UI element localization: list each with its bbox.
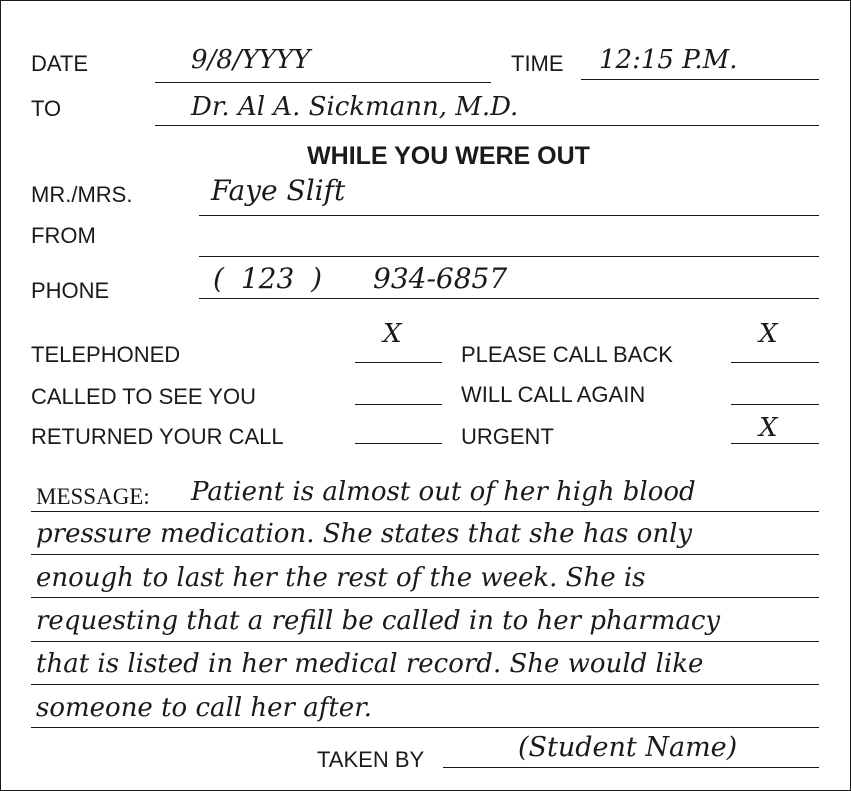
message-line-2: pressure medication. She states that she has only: [36, 519, 693, 549]
to-value: Dr. Al A. Sickmann, M.D.: [191, 92, 519, 122]
message-rule-1: [31, 511, 819, 512]
taken-by-line: [443, 767, 819, 768]
from-label: FROM: [31, 223, 96, 248]
phone-area-code: ( 123 ): [213, 262, 323, 295]
taken-by-value: (Student Name): [518, 732, 738, 763]
time-line: [581, 79, 819, 80]
to-line: [155, 125, 819, 126]
phone-line: [199, 298, 819, 299]
mrmrs-label: MR./MRS.: [31, 182, 133, 207]
from-line: [199, 256, 819, 257]
called-to-see-you-line[interactable]: [355, 404, 442, 405]
message-rule-2: [31, 554, 819, 555]
phone-number: 934-6857: [373, 262, 508, 295]
message-label: MESSAGE:: [36, 484, 150, 509]
message-line-3: enough to last her the rest of the week. She is: [36, 563, 646, 593]
will-call-again-label: WILL CALL AGAIN: [461, 382, 646, 407]
telephoned-line[interactable]: [355, 362, 442, 363]
urgent-label: URGENT: [461, 424, 554, 449]
please-call-back-label: PLEASE CALL BACK: [461, 342, 673, 367]
message-rule-3: [31, 597, 819, 598]
message-rule-5: [31, 684, 819, 685]
phone-label: PHONE: [31, 278, 110, 303]
message-line-4: requesting that a refill be called in to her pharmacy: [36, 606, 721, 636]
message-rule-6: [31, 727, 819, 728]
time-value: 12:15 P.M.: [599, 45, 738, 75]
taken-by-label: TAKEN BY: [317, 747, 425, 772]
please-call-back-mark: X: [759, 319, 778, 349]
telephoned-label: TELEPHONED: [31, 342, 181, 367]
will-call-again-line[interactable]: [731, 404, 819, 405]
returned-your-call-label: RETURNED YOUR CALL: [31, 424, 284, 449]
called-to-see-you-label: CALLED TO SEE YOU: [31, 384, 256, 409]
message-line-1: Patient is almost out of her high blood: [191, 477, 696, 507]
to-label: TO: [31, 96, 62, 121]
date-value: 9/8/YYYY: [191, 45, 311, 75]
message-rule-4: [31, 641, 819, 642]
telephoned-mark: X: [383, 319, 402, 349]
message-line-5: that is listed in her medical record. She would like: [36, 649, 704, 679]
returned-your-call-line[interactable]: [355, 443, 442, 444]
form-title: WHILE YOU WERE OUT: [307, 142, 590, 170]
date-line: [155, 82, 491, 83]
mrmrs-line: [199, 215, 819, 216]
urgent-line[interactable]: [731, 443, 819, 444]
date-label: DATE: [31, 51, 89, 76]
message-line-6: someone to call her after.: [36, 693, 373, 723]
mrmrs-value: Faye Slift: [211, 174, 346, 207]
urgent-mark: X: [759, 413, 778, 443]
time-label: TIME: [511, 51, 564, 76]
please-call-back-line[interactable]: [731, 362, 819, 363]
